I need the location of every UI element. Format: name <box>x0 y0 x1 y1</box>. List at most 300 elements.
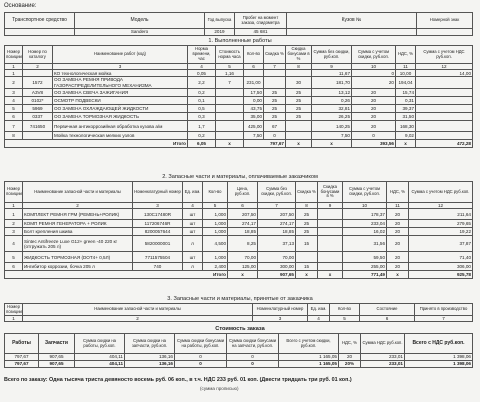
cell <box>216 97 244 105</box>
cell: 25 <box>264 113 286 121</box>
parts-row <box>5 228 473 236</box>
cell: 39,37 <box>396 105 416 113</box>
cell <box>318 263 343 271</box>
cost-col-total-vat: Всего с НДС руб.коп. <box>405 334 473 354</box>
cell: 404,11 <box>75 354 125 361</box>
cell: 18,85 <box>258 228 296 236</box>
cell: 30 <box>286 77 312 89</box>
works-total-label: Итого <box>5 140 188 148</box>
parts-num: 3 <box>133 203 183 209</box>
parts-total-label: Итого <box>5 271 228 279</box>
cell: 0 <box>264 132 286 140</box>
cell: 0,2 <box>188 89 216 97</box>
cell: 15,74 <box>396 89 416 97</box>
cell: 925,78 <box>409 271 473 279</box>
cell: 20 <box>352 105 396 113</box>
cell: 20 <box>387 263 409 271</box>
cell: 425,00 <box>244 121 264 132</box>
cell: 67 <box>264 121 286 132</box>
cell: 168,30 <box>396 121 416 132</box>
cell: ОО ЗАМЕНА РЕМНЯ ПРИВОДА ГАЗОРАСПРЕДЕЛИТЕЛЬНОГО МЕХАНИЗМА <box>53 77 188 89</box>
cell: 0,5 <box>188 105 216 113</box>
cell: 25 <box>296 220 318 228</box>
vehicle-year: 2019 <box>205 29 235 36</box>
cell: 37,13 <box>258 236 296 252</box>
total-in-words: Всего по заказу: Одна тысяча триста девяносто восемь руб. 06 коп., в т.ч. НДС 233 руб. 01 коп. (Двести тридцать три руб. 01 коп.) <box>4 377 352 383</box>
vehicle-body <box>287 29 417 36</box>
cost-col-total: Всего с учетом скидки, руб.коп. <box>279 334 339 354</box>
cust-col-name: Наименование запасной части и материалы <box>23 304 253 316</box>
parts-col-qty: Кол-во <box>203 182 228 203</box>
cell: 255,00 <box>343 263 387 271</box>
parts-col-sum: Сумма без скидки, руб.коп. <box>258 182 296 203</box>
cell <box>216 89 244 97</box>
cell: 19,22 <box>409 228 473 236</box>
cell: 32,81 <box>312 105 352 113</box>
cell: шт <box>183 252 203 263</box>
cell: 71,40 <box>409 252 473 263</box>
parts-col-sum-disc: Сумма с учетом скидки, руб.коп. <box>343 182 387 203</box>
cell: 11,67 <box>312 70 352 77</box>
cell: 393,56 <box>352 140 396 148</box>
cell: 37,87 <box>409 236 473 252</box>
cell <box>264 77 286 89</box>
cell <box>264 70 286 77</box>
cell: 4 <box>5 236 23 252</box>
cell <box>318 252 343 263</box>
parts-num: 1 <box>5 203 23 209</box>
cell: 2 <box>5 77 23 89</box>
works-col-bonus: Скидка бонусами в % <box>286 46 312 64</box>
parts-num: 11 <box>387 203 409 209</box>
parts-col-bonus: Скидка бонусами в % <box>318 182 343 203</box>
cell <box>244 70 264 77</box>
works-num: 9 <box>312 64 352 70</box>
cost-col-disc-parts: Сумма скидки на запчасти, руб.коп. <box>125 334 175 354</box>
parts-row <box>5 263 473 271</box>
cell: 797,67 <box>244 140 286 148</box>
cell: 1 398,06 <box>405 361 473 368</box>
cell: 404,11 <box>75 361 125 368</box>
cell: 5820000001 <box>133 236 183 252</box>
vehicle-col-transport: Транспортное средство <box>5 13 75 29</box>
cell: 5 <box>5 105 23 113</box>
works-num: 2 <box>23 64 53 70</box>
cell: 0102* <box>23 97 53 105</box>
cell: 2,2 <box>188 77 216 89</box>
cell: 0337 <box>23 113 53 121</box>
works-row <box>5 70 473 77</box>
cell: 3 <box>5 228 23 236</box>
cust-col-unit: Ед. изм. <box>308 304 330 316</box>
total-in-words-caption: (сумма прописью) <box>200 386 239 391</box>
cell: 1 165,05 <box>279 361 339 368</box>
works-num: 5 <box>216 64 244 70</box>
cost-total-row <box>5 361 473 368</box>
cell: 9,02 <box>396 132 416 140</box>
parts-col-name: Наименование запасной части и материалы <box>23 182 133 203</box>
cell: ОО ЗАМЕНА ТОРМОЗНАЯ ЖИДКОСТЬ <box>53 113 188 121</box>
cell: 1,7 <box>188 121 216 132</box>
cell: 0,05 <box>188 70 216 77</box>
cell: 4 <box>5 97 23 105</box>
cell: 0,2 <box>188 132 216 140</box>
vehicle-table <box>4 12 473 36</box>
cell: 35,00 <box>244 113 264 121</box>
works-num: 3 <box>53 64 188 70</box>
cost-col-vat: НДС, % <box>339 334 361 354</box>
cust-num: 2 <box>23 316 253 322</box>
cell: шт <box>183 228 203 236</box>
cell: 125,00 <box>228 263 258 271</box>
cell: КО технологическая мойка <box>53 70 188 77</box>
cell <box>318 236 343 252</box>
cell: 211,64 <box>409 209 473 220</box>
vehicle-model: Sandero <box>75 29 205 36</box>
cell: x <box>228 271 258 279</box>
vehicle-col-mileage: Пробег на момент заказа, спидометра <box>235 13 287 29</box>
works-row <box>5 105 473 113</box>
cell: 6 <box>5 263 23 271</box>
cell: 2,400 <box>203 263 228 271</box>
cell: 20 <box>352 77 396 89</box>
cell: 0 <box>227 354 279 361</box>
cell <box>416 105 473 113</box>
cell <box>216 113 244 121</box>
cell: 2 <box>5 220 23 228</box>
cust-col-qty: Кол-во <box>330 304 360 316</box>
cell: 207,50 <box>228 209 258 220</box>
cell: 140,25 <box>312 121 352 132</box>
cell: 279,65 <box>409 220 473 228</box>
cell: 1,16 <box>216 70 244 77</box>
cell: Мойка технологическая мелких узлов <box>53 132 188 140</box>
vehicle-col-plate: Номерной знак <box>417 13 473 29</box>
cell: ОО ЗАМЕНА ОХЛАЖДАЮЩЕЙ ЖИДКОСТИ <box>53 105 188 113</box>
cell: 233,01 <box>361 361 405 368</box>
cell: x <box>216 140 244 148</box>
cell: 8 <box>5 132 23 140</box>
cell <box>416 132 473 140</box>
cust-num: 6 <box>360 316 415 322</box>
parts-num: 12 <box>409 203 473 209</box>
cell <box>23 70 53 77</box>
cust-num: 4 <box>308 316 330 322</box>
section-2-title: 2. Запасные части и материалы, оплачиваемые заказчиком <box>162 174 318 180</box>
cell: 18,85 <box>228 228 258 236</box>
cell: 15 <box>296 263 318 271</box>
cell: 472,28 <box>416 140 473 148</box>
cell: 5969 <box>23 105 53 113</box>
cell: л <box>183 236 203 252</box>
cell <box>318 209 343 220</box>
cell: 741650 <box>23 121 53 132</box>
cell: 25 <box>264 105 286 113</box>
cell: 20 <box>339 354 361 361</box>
cell: 7,50 <box>312 132 352 140</box>
cell: 0 <box>175 354 227 361</box>
cell: 25 <box>296 228 318 236</box>
cell <box>23 132 53 140</box>
parts-num: 6 <box>228 203 258 209</box>
cell: 70,00 <box>228 252 258 263</box>
cell <box>286 70 312 77</box>
parts-num: 9 <box>318 203 343 209</box>
cell: 16,02 <box>343 228 387 236</box>
works-num: 11 <box>396 64 416 70</box>
cell: 233,01 <box>361 354 405 361</box>
cell: 1 165,05 <box>279 354 339 361</box>
works-col-norm: Норма времени, час <box>188 46 216 64</box>
cell: 7 <box>5 121 23 132</box>
cell: 25 <box>286 105 312 113</box>
cell: КОМП РЕМНЯ ГЕНЕРАТОРА + РОЛИК <box>23 220 133 228</box>
cell: 25 <box>264 89 286 97</box>
cell <box>318 228 343 236</box>
cell: 771,49 <box>343 271 387 279</box>
cell: 7,50 <box>244 132 264 140</box>
cell: 0 <box>175 361 227 368</box>
vehicle-col-model: Модель <box>75 13 205 29</box>
works-num: 8 <box>286 64 312 70</box>
cell: 907,65 <box>39 361 75 368</box>
parts-col-unit: Ед. изм. <box>183 182 203 203</box>
cell: 3 <box>5 89 23 97</box>
parts-col-pos: Номер позиции <box>5 182 23 203</box>
vehicle-col-year: Год выпуска <box>205 13 235 29</box>
cell: 8,25 <box>228 236 258 252</box>
cell: 0 <box>352 132 396 140</box>
parts-row <box>5 209 473 220</box>
works-col-sum-vat: Сумма с учетом НДС руб.коп. <box>416 46 473 64</box>
cell: 130C17480R <box>133 209 183 220</box>
cell: 25 <box>264 97 286 105</box>
vehicle-mileage: 45 681 <box>235 29 287 36</box>
cell: 20 <box>352 113 396 121</box>
cell <box>416 97 473 105</box>
cell: 14,00 <box>416 70 473 77</box>
works-num: 7 <box>264 64 286 70</box>
parts-row <box>5 236 473 252</box>
cost-col-bonus-parts: Сумма скидки бонусами на запчасти, руб.коп. <box>227 334 279 354</box>
works-num: 6 <box>244 64 264 70</box>
cost-col-parts: Запчасти <box>39 334 75 354</box>
cust-num: 1 <box>5 316 23 322</box>
cell <box>416 113 473 121</box>
cell: 0,00 <box>244 97 264 105</box>
cell: 907,65 <box>258 271 296 279</box>
cell: 300,00 <box>258 263 296 271</box>
parts-col-price: Цена, руб.коп. <box>228 182 258 203</box>
cell: 1 <box>5 70 23 77</box>
cell: 20 <box>352 121 396 132</box>
cell: 13,12 <box>312 89 352 97</box>
cell: 117206746R <box>133 220 183 228</box>
parts-row <box>5 252 473 263</box>
works-num: 10 <box>352 64 396 70</box>
works-table <box>4 45 473 148</box>
parts-num: 2 <box>23 203 133 209</box>
cust-col-pos: Номер позиции <box>6 303 22 314</box>
cell: 17,50 <box>244 89 264 97</box>
works-row <box>5 89 473 97</box>
cell: 20% <box>339 361 361 368</box>
cell: шт <box>183 220 203 228</box>
section-3-title: 3. Запасные части и материалы, принятые от заказчика <box>167 296 313 302</box>
cell: 233,04 <box>343 220 387 228</box>
cell: 907,65 <box>39 354 75 361</box>
cell: 797,67 <box>5 354 39 361</box>
cell <box>286 121 312 132</box>
cell: 740 <box>133 263 183 271</box>
parts-col-sku: Номенклатурный номер <box>133 182 183 203</box>
cell: 0 <box>352 70 396 77</box>
works-num: 1 <box>5 64 23 70</box>
cell: 0 <box>227 361 279 368</box>
cell: 1 398,06 <box>405 354 473 361</box>
works-col-rate: Стоимость норма часа <box>216 46 244 64</box>
cell <box>416 89 473 97</box>
cell: 25 <box>286 89 312 97</box>
works-col-pos: Номер позиции <box>5 46 23 64</box>
cell: 0,31 <box>396 97 416 105</box>
cell: 25 <box>296 209 318 220</box>
cell <box>216 121 244 132</box>
works-row <box>5 77 473 89</box>
cell: ОО ЗАМЕНА СВЕЧА ЗАЖИГАНИЯ <box>53 89 188 97</box>
cell: x <box>396 140 416 148</box>
cell: 1,000 <box>203 220 228 228</box>
cell: x <box>296 271 318 279</box>
works-num: 4 <box>188 64 216 70</box>
cell: 0,26 <box>312 97 352 105</box>
cell: x <box>387 271 409 279</box>
cell <box>216 105 244 113</box>
cust-col-sku: Номенклатурный номер <box>253 304 308 316</box>
cell: 1,000 <box>203 209 228 220</box>
vehicle-transport <box>5 29 75 36</box>
cell <box>416 77 473 89</box>
cell: 1 <box>5 209 23 220</box>
works-row <box>5 97 473 105</box>
cell: 0,3 <box>188 113 216 121</box>
cell: 43,75 <box>244 105 264 113</box>
cost-col-bonus-works: Сумма скидки бонусами на работы, руб.коп. <box>175 334 227 354</box>
cell: ОСМОТР ПОДВЕСКИ <box>53 97 188 105</box>
cell: 20 <box>387 236 409 252</box>
cell: 25 <box>286 97 312 105</box>
cost-col-disc-works: Сумма скидки на работы, руб.коп. <box>75 334 125 354</box>
cell: 4,500 <box>203 236 228 252</box>
works-col-sum: Сумма без скидки, руб.коп. <box>312 46 352 64</box>
cell: 70,00 <box>258 252 296 263</box>
vehicle-plate <box>417 29 473 36</box>
cell: x <box>286 140 312 148</box>
works-total-row <box>5 140 473 148</box>
cell: 1572 <box>23 77 53 89</box>
cell: 231,00 <box>244 77 264 89</box>
works-row <box>5 132 473 140</box>
cell: 59,50 <box>343 252 387 263</box>
cell: 31,50 <box>396 113 416 121</box>
cell: л <box>183 263 203 271</box>
cost-col-vat-sum: Сумма НДС руб.коп. <box>361 334 405 354</box>
cell: 20 <box>352 97 396 105</box>
cell: 274,17 <box>258 220 296 228</box>
cell: Болт крепления шкива <box>23 228 133 236</box>
cell: КОМПЛЕКТ РЕМНЯ ГРМ (РЕМЕНЬ+РОЛИК) <box>23 209 133 220</box>
cell: 20 <box>352 89 396 97</box>
vehicle-col-body: Кузов № <box>287 13 417 29</box>
cell: 306,00 <box>409 263 473 271</box>
cell: 5 <box>5 252 23 263</box>
works-row <box>5 121 473 132</box>
cust-col-accepted: Принято в производство <box>415 304 473 316</box>
cell: 797,67 <box>5 361 39 368</box>
cell: 20 <box>387 220 409 228</box>
cell: Sintec Antifreeze Luxe G12+ green -40 220 кг (отгружать 205 л) <box>23 236 133 252</box>
cell: шт <box>183 209 203 220</box>
cell: 136,16 <box>125 354 175 361</box>
cost-row <box>5 354 473 361</box>
cell: A3V8 <box>23 89 53 97</box>
cust-num: 5 <box>330 316 360 322</box>
cell: 31,56 <box>343 236 387 252</box>
cell: 178,37 <box>343 209 387 220</box>
basis-label: Основание: <box>4 3 37 9</box>
works-row <box>5 113 473 121</box>
cost-title: Стоимость заказа <box>215 326 265 332</box>
cell: 7 <box>216 77 244 89</box>
section-1-title: 1. Выполненные работы <box>208 38 272 44</box>
cust-num: 7 <box>415 316 473 322</box>
cell: 10,00 <box>396 70 416 77</box>
cell: 20 <box>387 228 409 236</box>
cell: 8200057644 <box>133 228 183 236</box>
cell: 15 <box>296 236 318 252</box>
cell: 207,50 <box>258 209 296 220</box>
works-col-catalog: Номер по каталогу <box>23 46 53 64</box>
cost-col-works: Работы <box>5 334 39 354</box>
works-col-sum-disc: Сумма с учетом скидки, руб.коп. <box>352 46 396 64</box>
cell: ЖИДКОСТЬ ТОРМОЗНАЯ (DOT4+ 0,5Л) <box>23 252 133 263</box>
cust-num: 3 <box>253 316 308 322</box>
cust-col-state: Состояние <box>360 304 415 316</box>
works-num: 12 <box>416 64 473 70</box>
cost-table <box>4 333 473 368</box>
cell: 25 <box>286 113 312 121</box>
cell <box>318 220 343 228</box>
cell: 6 <box>5 113 23 121</box>
parts-num: 8 <box>296 203 318 209</box>
works-col-name: Наименование работ (код) <box>53 46 188 64</box>
cell: 274,17 <box>228 220 258 228</box>
parts-table <box>4 181 473 279</box>
cell: 194,04 <box>396 77 416 89</box>
cell: x <box>318 271 343 279</box>
cell <box>416 121 473 132</box>
cell: Первичная антикоррозийная обработка кузова а/м <box>53 121 188 132</box>
cell: 0,1 <box>188 97 216 105</box>
cell: x <box>312 140 352 148</box>
cell: Ингибитор коррозии, бочка 205 л <box>23 263 133 271</box>
works-col-qty: Кол-во <box>244 46 264 64</box>
cell: 7711575504 <box>133 252 183 263</box>
cell: 136,16 <box>125 361 175 368</box>
works-col-disc: Скидка % <box>264 46 286 64</box>
cell: 1,000 <box>203 228 228 236</box>
cell: 20 <box>387 252 409 263</box>
